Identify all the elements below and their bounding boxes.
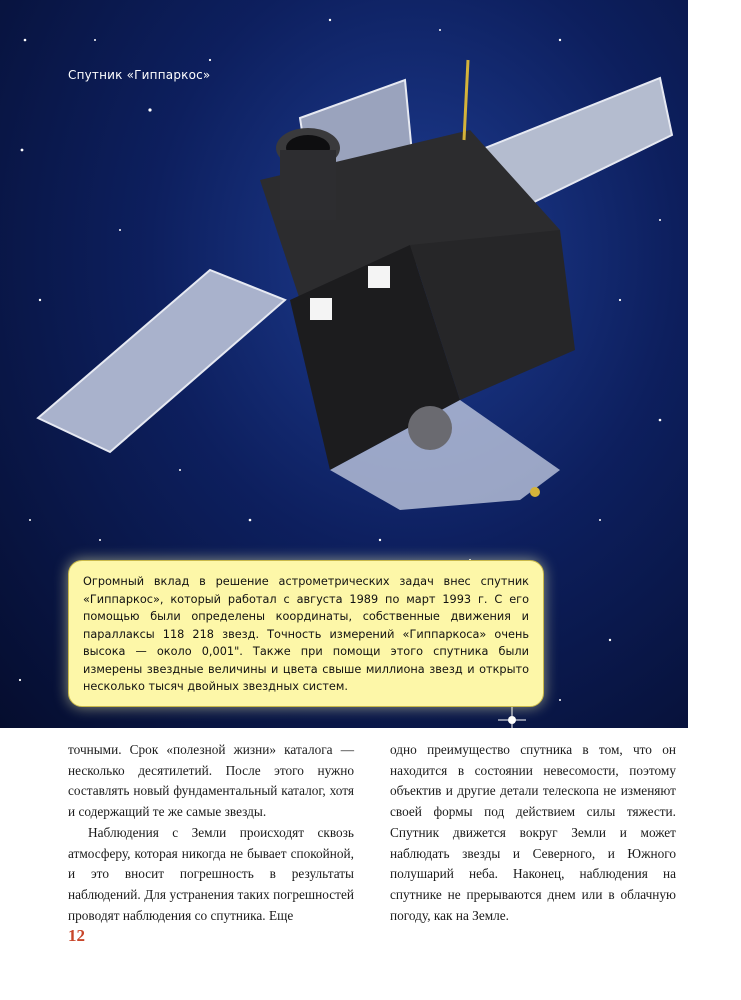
caption-text: Огромный вклад в решение астрометрических задач внес спутник «Гиппаркос», который работал с августа 1989 по март 1993 г. С его помощью были определены координаты, собственные движения и параллаксы 118 218 звезд. Точность измерений «Гиппаркоса» очень высока — около 0,001". Также при помощи этого спутника были измерены звездные величины и цвета свыше миллиона звезд и открыто несколько тысяч двойных звездных систем.	[83, 575, 529, 693]
telescope-tube	[280, 150, 336, 220]
photo-label: Спутник «Гиппаркос»	[68, 68, 211, 82]
text-column-left	[68, 740, 354, 926]
thruster	[530, 487, 540, 497]
left-solar-panel	[38, 270, 285, 452]
window-2	[368, 266, 390, 288]
paragraph: одно преимущество спутника в том, что он находится в состоянии невесомости, поэтому объектив и другие детали телескопа не изменяют своей формы под действием силы тяжести. Спутник движется вокруг Земли и может наблюдать звезды и Северного, и Южного полушарий неба. Наконец, наблюдения на спутнике не прерываются днем или в облачную погоду, как на Земле.	[390, 742, 676, 923]
antenna	[464, 60, 468, 140]
lower-aperture	[408, 406, 452, 450]
text-column-right	[390, 740, 676, 926]
page-number: 12	[68, 926, 85, 945]
paragraph: Наблюдения с Земли происходят сквозь атмосферу, которая никогда не бывает спокойной, и это вносит погрешность в результаты наблюдений. Для устранения таких погрешностей проводят наблюдения со спутника. Еще	[68, 824, 354, 923]
window-1	[310, 298, 332, 320]
bright-star	[498, 706, 526, 728]
paragraph: точными. Срок «полезной жизни» каталога — несколько десятилетий. После этого нужно составлять новый фундаментальный каталог, хотя и содержащий те же самые звезды.	[68, 742, 354, 820]
caption-box	[68, 560, 544, 707]
